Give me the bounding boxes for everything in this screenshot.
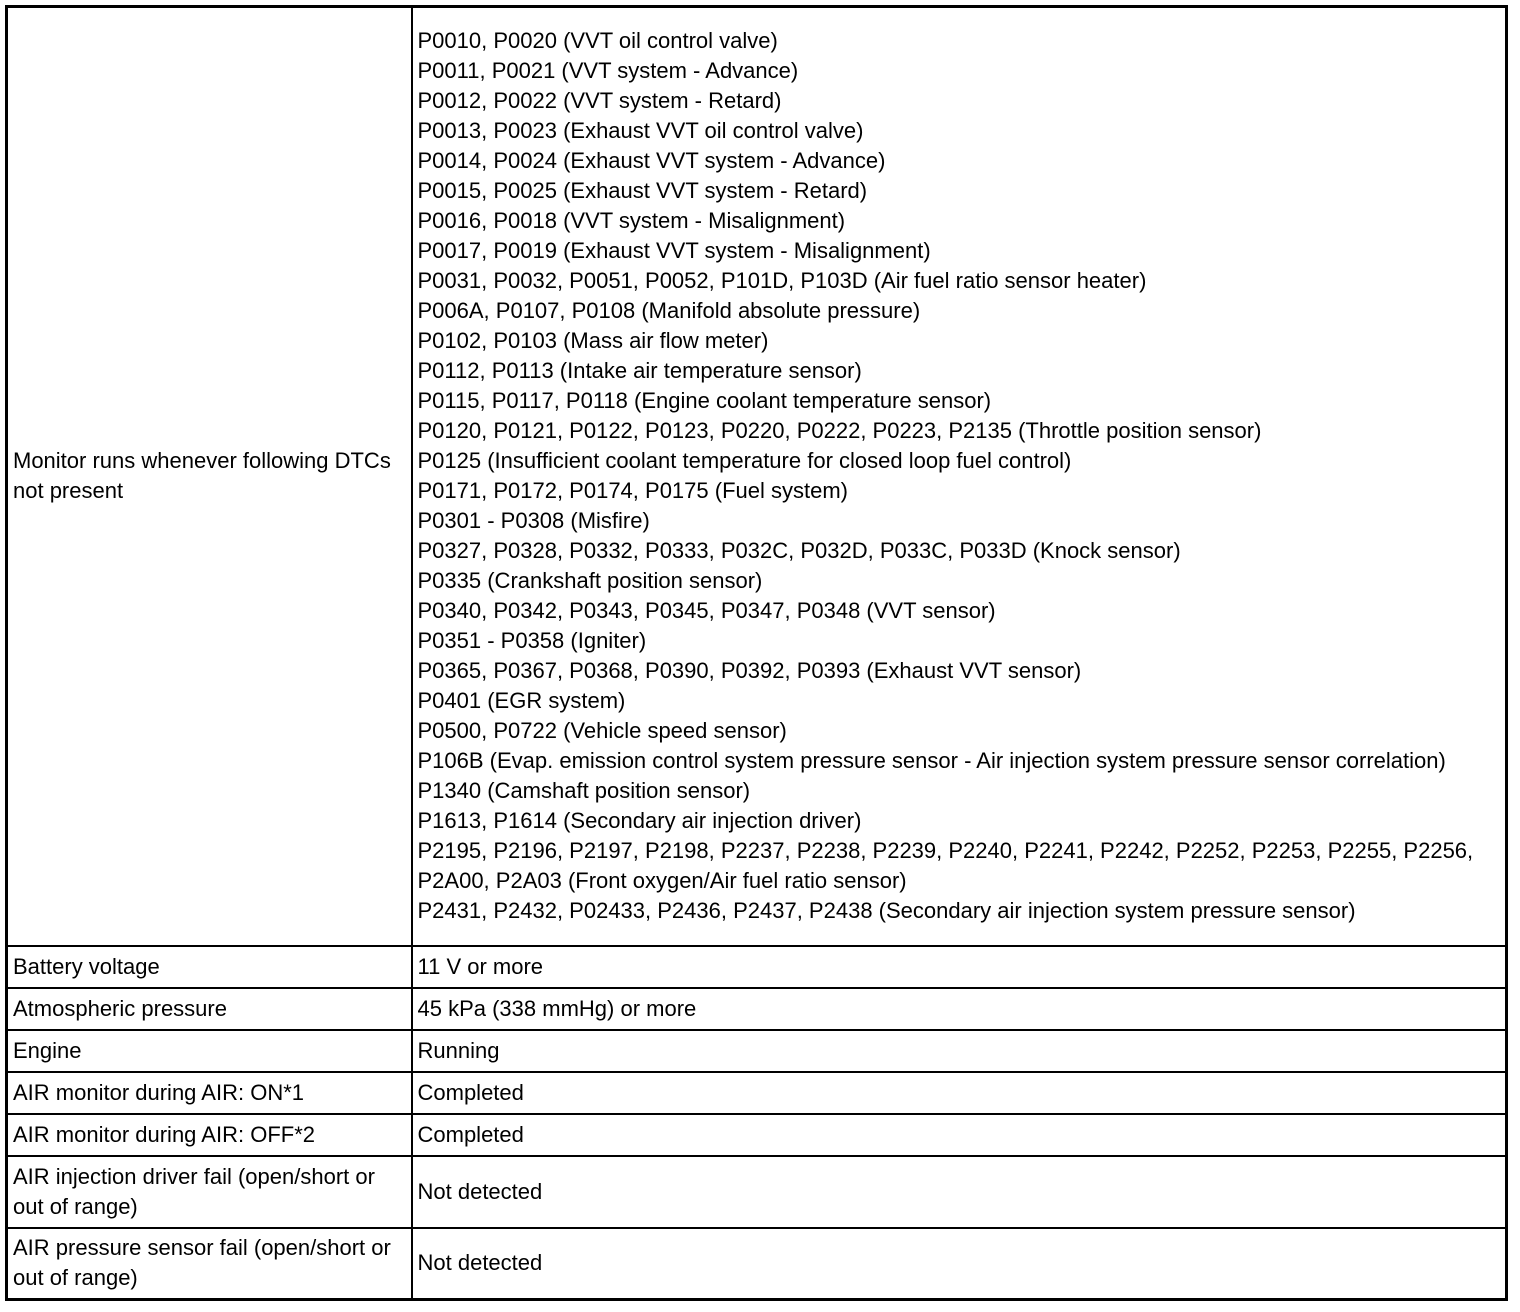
dtc-item: P1613, P1614 (Secondary air injection driver) (417, 808, 862, 834)
dtc-item: P0115, P0117, P0118 (Engine coolant temperature sensor) (417, 388, 992, 414)
dtc-item: P0401 (EGR system) (417, 688, 626, 714)
row-value: Not detected (412, 1228, 1507, 1300)
dtc-list (412, 7, 1507, 946)
dtc-item: P0301 - P0308 (Misfire) (417, 508, 650, 534)
dtc-item: P1340 (Camshaft position sensor) (417, 778, 751, 804)
row-label: Monitor runs whenever following DTCs not present (7, 7, 412, 946)
row-value: Not detected (412, 1156, 1507, 1228)
row-label: Battery voltage (7, 946, 412, 988)
table-row (7, 988, 1507, 1030)
dtc-item: P0335 (Crankshaft position sensor) (417, 568, 763, 594)
table-row (7, 1228, 1507, 1300)
dtc-item: P2195, P2196, P2197, P2198, P2237, P2238, P2239, P2240, P2241, P2242, P2252, P2253, P2255, P2256, P2A00, P2A03 (Front oxygen/Air fuel ratio sensor) (417, 838, 1474, 894)
table-row (7, 1114, 1507, 1156)
dtc-item: P2431, P2432, P02433, P2436, P2437, P2438 (Secondary air injection system pressure sensor) (417, 898, 1356, 924)
row-label: AIR injection driver fail (open/short or out of range) (7, 1156, 412, 1228)
dtc-item: P0120, P0121, P0122, P0123, P0220, P0222, P0223, P2135 (Throttle position sensor) (417, 418, 1262, 444)
dtc-item: P0340, P0342, P0343, P0345, P0347, P0348 (VVT sensor) (417, 598, 996, 624)
dtc-item: P0017, P0019 (Exhaust VVT system - Misalignment) (417, 238, 931, 264)
dtc-item: P0010, P0020 (VVT oil control valve) (417, 28, 778, 54)
row-label: Engine (7, 1030, 412, 1072)
table-row (7, 7, 1507, 946)
conditions-table (5, 5, 1508, 1301)
dtc-item: P0351 - P0358 (Igniter) (417, 628, 647, 654)
dtc-item: P0031, P0032, P0051, P0052, P101D, P103D (Air fuel ratio sensor heater) (417, 268, 1147, 294)
row-label: AIR monitor during AIR: ON*1 (7, 1072, 412, 1114)
dtc-item: P0125 (Insufficient coolant temperature for closed loop fuel control) (417, 448, 1072, 474)
dtc-item: P0013, P0023 (Exhaust VVT oil control valve) (417, 118, 864, 144)
dtc-item: P0016, P0018 (VVT system - Misalignment) (417, 208, 846, 234)
row-value: Completed (412, 1072, 1507, 1114)
table-row (7, 1072, 1507, 1114)
dtc-item: P0014, P0024 (Exhaust VVT system - Advance) (417, 148, 886, 174)
dtc-item: P0012, P0022 (VVT system - Retard) (417, 88, 782, 114)
dtc-item: P006A, P0107, P0108 (Manifold absolute pressure) (417, 298, 921, 324)
dtc-item: P0011, P0021 (VVT system - Advance) (417, 58, 799, 84)
dtc-item: P0102, P0103 (Mass air flow meter) (417, 328, 769, 354)
dtc-item: P0171, P0172, P0174, P0175 (Fuel system) (417, 478, 848, 504)
row-label: AIR pressure sensor fail (open/short or out of range) (7, 1228, 412, 1300)
table-row (7, 1030, 1507, 1072)
row-value: Running (412, 1030, 1507, 1072)
dtc-item: P106B (Evap. emission control system pressure sensor - Air injection system pressure sensor correlation) (417, 748, 1446, 774)
row-value: Completed (412, 1114, 1507, 1156)
row-label: AIR monitor during AIR: OFF*2 (7, 1114, 412, 1156)
row-value: 11 V or more (412, 946, 1507, 988)
dtc-item: P0500, P0722 (Vehicle speed sensor) (417, 718, 787, 744)
dtc-item: P0112, P0113 (Intake air temperature sensor) (417, 358, 862, 384)
dtc-item: P0365, P0367, P0368, P0390, P0392, P0393 (Exhaust VVT sensor) (417, 658, 1082, 684)
table-row (7, 1156, 1507, 1228)
dtc-item: P0015, P0025 (Exhaust VVT system - Retard) (417, 178, 868, 204)
table-row (7, 946, 1507, 988)
row-value: 45 kPa (338 mmHg) or more (412, 988, 1507, 1030)
dtc-item: P0327, P0328, P0332, P0333, P032C, P032D, P033C, P033D (Knock sensor) (417, 538, 1181, 564)
row-label: Atmospheric pressure (7, 988, 412, 1030)
